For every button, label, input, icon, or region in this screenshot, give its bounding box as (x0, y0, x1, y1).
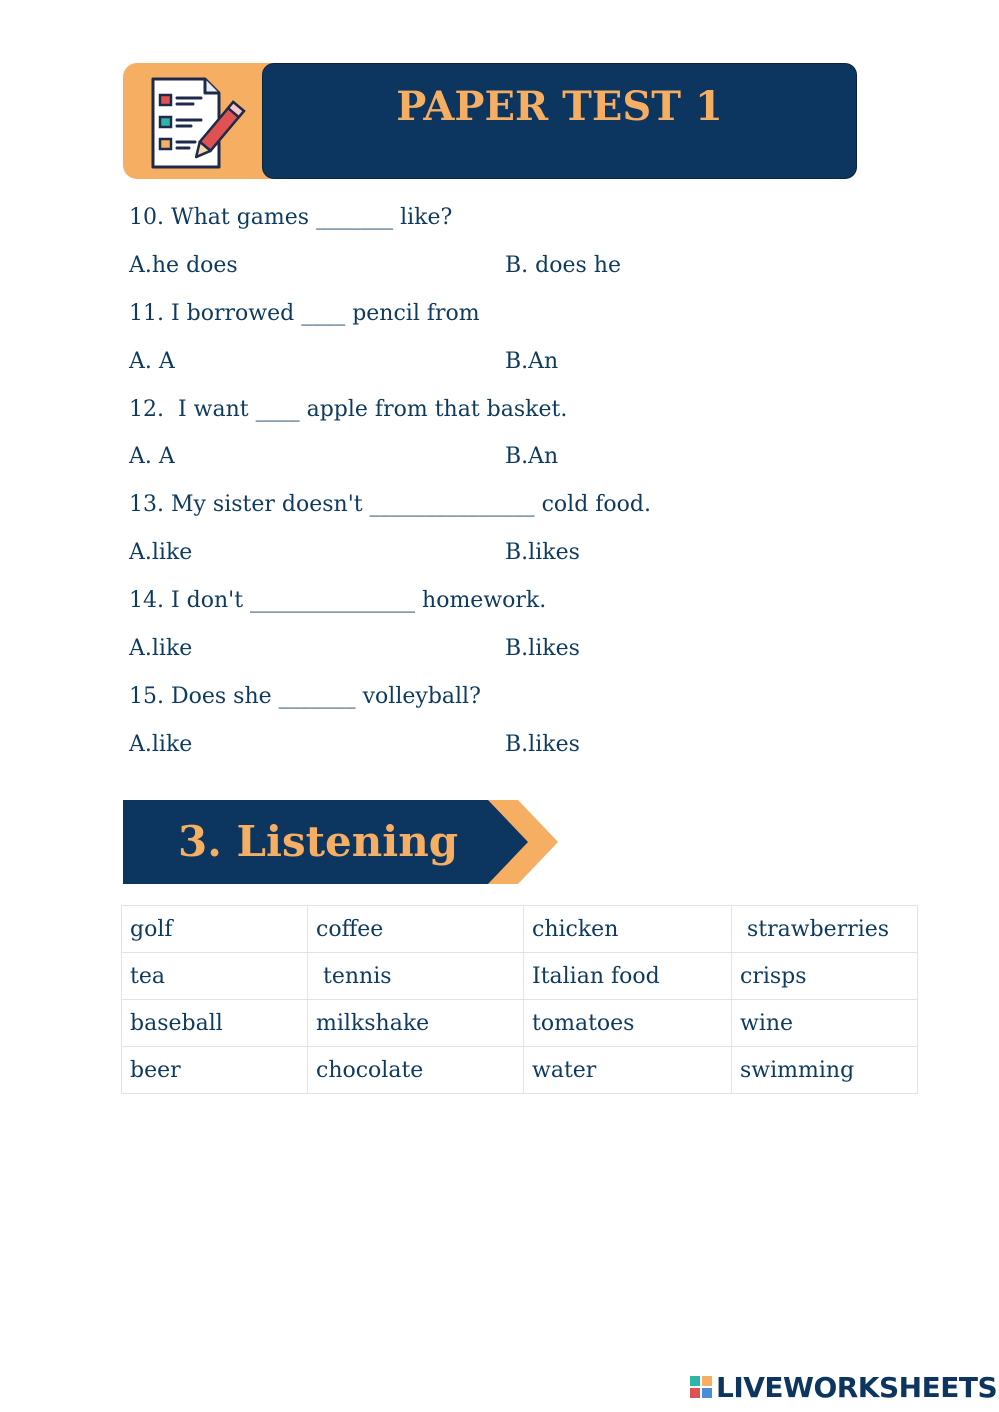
vocab-cell: beer (122, 1047, 308, 1094)
page-title: PAPER TEST 1 (396, 83, 723, 130)
option-b: B.likes (505, 636, 580, 661)
vocab-cell: milkshake (308, 1000, 524, 1047)
question-15: 15. Does she _______ volleyball? (129, 684, 481, 709)
brand-label: LIVEWORKSHEETS (716, 1370, 998, 1404)
checklist-pencil-icon (143, 71, 253, 171)
vocab-table (121, 905, 918, 1094)
vocab-cell: swimming (732, 1047, 918, 1094)
section-title: 3. Listening (178, 817, 459, 866)
vocab-cell: Italian food (524, 953, 732, 1000)
question-11: 11. I borrowed ____ pencil from (129, 301, 480, 326)
vocab-cell: golf (122, 906, 308, 953)
option-a: A.like (129, 540, 193, 565)
option-a: A.like (129, 636, 193, 661)
table-row (122, 953, 918, 1000)
vocab-cell: tea (122, 953, 308, 1000)
option-a: A.he does (129, 253, 238, 278)
question-12: 12. I want ____ apple from that basket. (129, 397, 568, 422)
option-b: B.likes (505, 540, 580, 565)
question-14: 14. I don't _______________ homework. (129, 588, 547, 613)
header-banner (123, 63, 857, 179)
vocab-cell: tennis (308, 953, 524, 1000)
table-row (122, 1000, 918, 1047)
vocab-cell: chocolate (308, 1047, 524, 1094)
question-10: 10. What games _______ like? (129, 205, 453, 230)
option-a: A. A (129, 444, 175, 469)
table-row (122, 906, 918, 953)
liveworksheets-brand[interactable] (690, 1370, 997, 1404)
vocab-cell: wine (732, 1000, 918, 1047)
vocab-cell: chicken (524, 906, 732, 953)
option-b: B.likes (505, 732, 580, 757)
option-b: B. does he (505, 253, 621, 278)
vocab-cell: crisps (732, 953, 918, 1000)
question-13: 13. My sister doesn't _______________ cold food. (129, 492, 651, 517)
option-b: B.An (505, 444, 559, 469)
option-a: A. A (129, 349, 175, 374)
liveworksheets-logo-icon (690, 1376, 712, 1398)
vocab-cell: tomatoes (524, 1000, 732, 1047)
vocab-cell: baseball (122, 1000, 308, 1047)
option-b: B.An (505, 349, 559, 374)
vocab-cell: coffee (308, 906, 524, 953)
vocab-cell: strawberries (732, 906, 918, 953)
vocab-cell: water (524, 1047, 732, 1094)
option-a: A.like (129, 732, 193, 757)
table-row (122, 1047, 918, 1094)
